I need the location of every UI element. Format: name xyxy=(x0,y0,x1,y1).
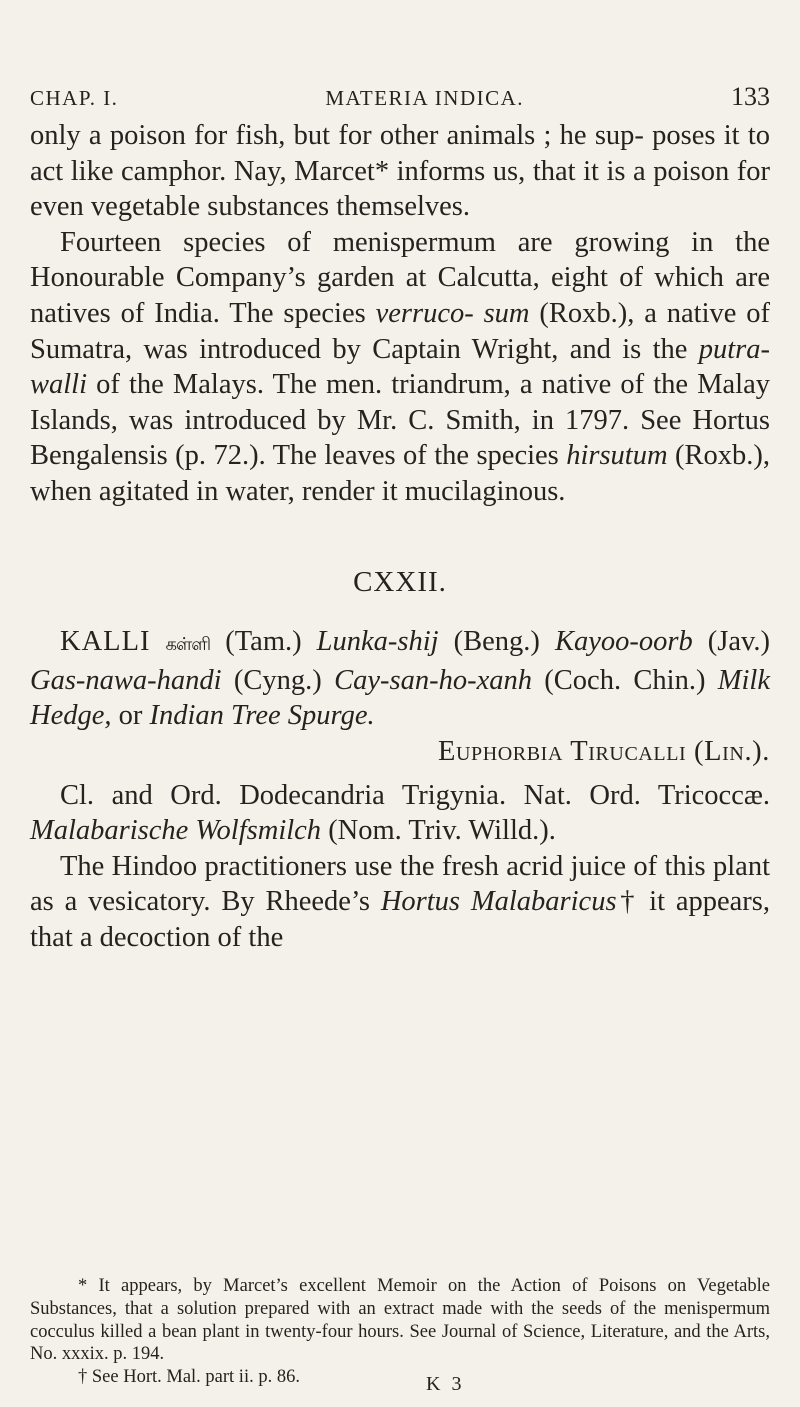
page-number: 133 xyxy=(730,82,770,111)
local-name-putra-walli: putra-walli xyxy=(30,333,770,401)
section-number: CXXII. xyxy=(353,565,447,598)
usage-paragraph: The Hindoo practitioners use the fresh acrid juice of this plant as a vesicatory. By Rheede’s Hortus Malabaricus† it appears, that a decoction of the xyxy=(30,850,771,953)
entry-name: KALLI xyxy=(60,626,151,658)
paragraph-continuation: only a poison for fish, but for other animals ; he sup- poses it to act like camphor. Nay, Marcet* informs us, that it is a poison for even vegetable substances themselves. xyxy=(30,120,770,223)
footnote-2: † See Hort. Mal. part ii. p. 86. xyxy=(78,1367,300,1388)
paragraph-menispermum: Fourteen species of menispermum are growing in the Honourable Company’s garden at Calcutta, eight of which are natives of India. The species verruco- sum (Roxb.), a native of Sumatra, was introduced by Captain Wright, and is the putra-walli of the Malays. The men. triandrum, a native of the Malay Islands, was introduced by Mr. C. Smith, in 1797. See Hortus Bengalensis (p. 72.). The leaves of the species hirsutum (Roxb.), when agitated in water, render it mucilaginous. xyxy=(30,226,771,507)
signature-mark: K 3 xyxy=(426,1373,465,1395)
running-title: MATERIA INDICA. xyxy=(325,86,525,110)
footnotes xyxy=(30,1275,770,1389)
classification: Cl. and Ord. Dodecandria Trigynia. Nat. Ord. Tricoccæ. Malabarische Wolfsmilch (Nom. Triv. Willd.). xyxy=(30,779,770,847)
tamil-name: கள்ளி xyxy=(165,634,211,656)
binomial-name: Euphorbia Tirucalli (Lin.). xyxy=(437,735,770,767)
chapter-label: CHAP. I. xyxy=(30,86,119,110)
species-verrucosum: verruco- sum xyxy=(375,297,530,329)
main-text xyxy=(30,118,770,955)
running-header xyxy=(30,82,770,112)
species-hirsutum: hirsutum xyxy=(566,440,668,472)
entry-names: KALLI கள்ளி (Tam.) Lunka-shij (Beng.) Kayoo-oorb (Jav.) Gas-nawa-handi (Cyng.) Cay-san-ho-xanh (Coch. Chin.) Milk Hedge, or Indian Tree Spurge. xyxy=(30,626,771,732)
footnote-1: * It appears, by Marcet’s excellent Memoir on the Action of Poisons on Vegetable Substances, that a solution prepared with an extract made with the seeds of the menispermum cocculus killed a bean plant in twenty-four hours. See Journal of Science, Literature, and the Arts, No. xxxix. p. 194. xyxy=(30,1276,770,1365)
